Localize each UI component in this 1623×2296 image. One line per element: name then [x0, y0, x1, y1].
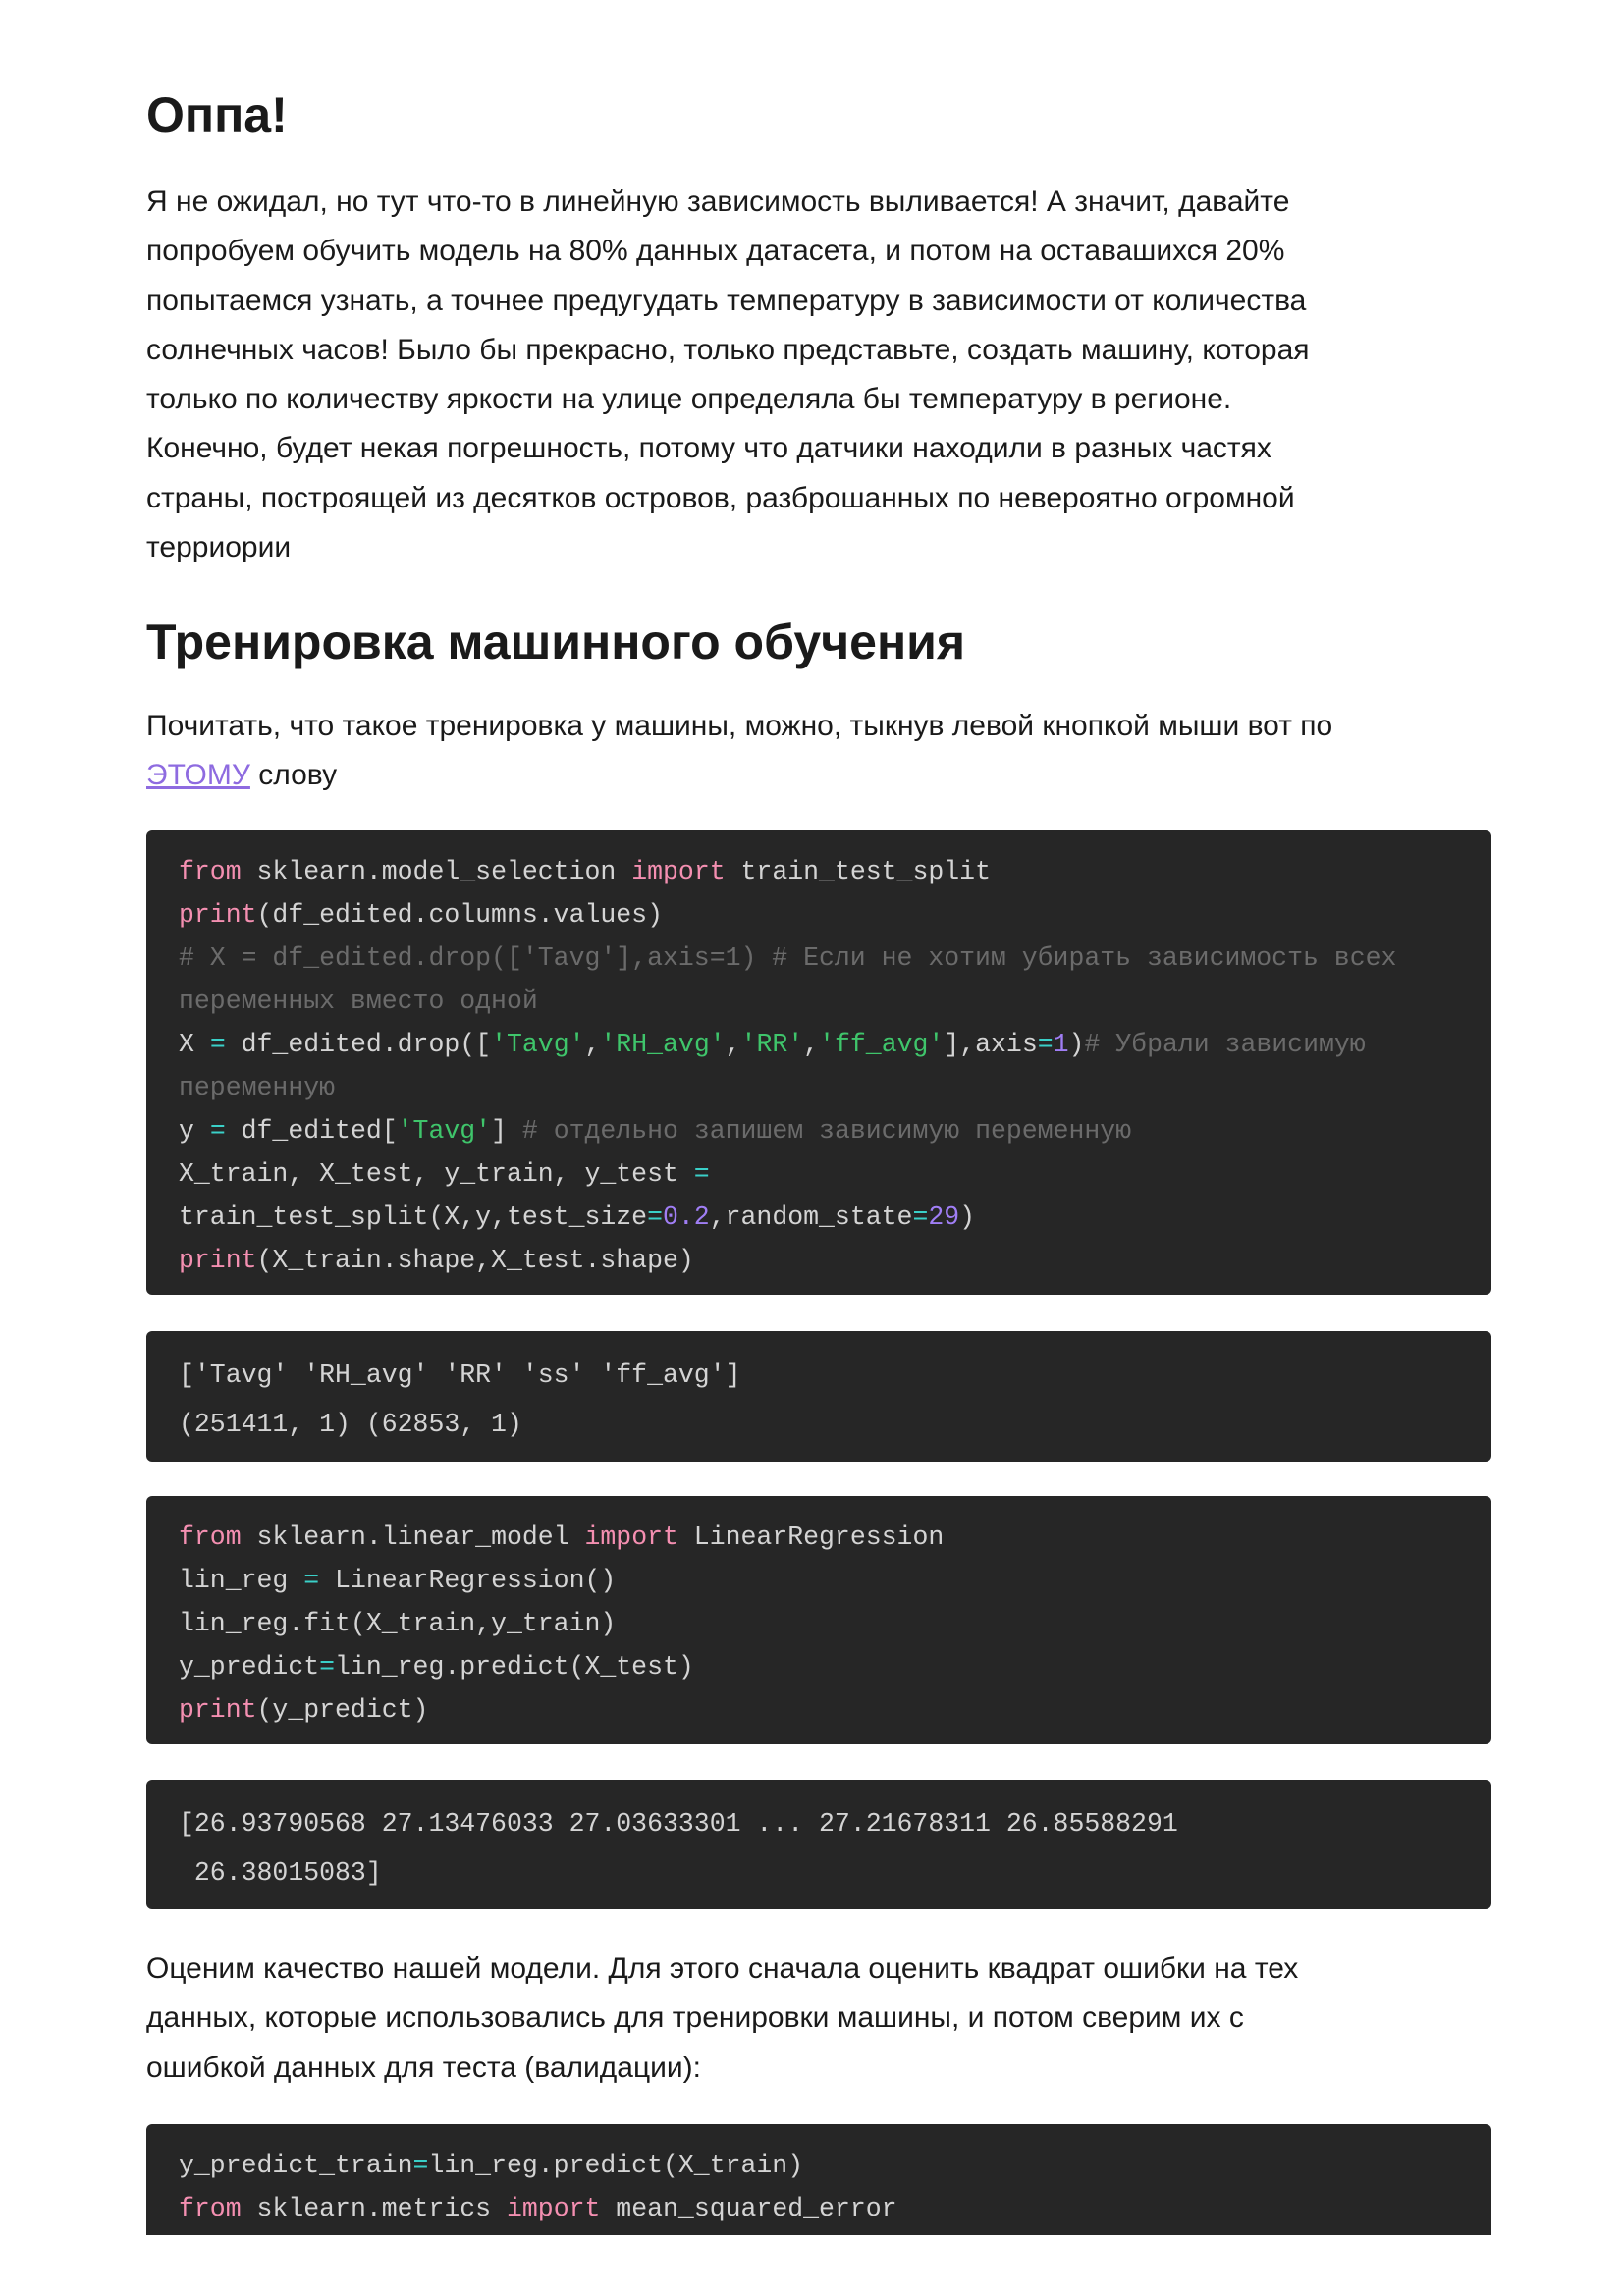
- code-line: [179, 850, 1459, 893]
- code-token: y_predict: [179, 1652, 320, 1682]
- code-token: print: [179, 1695, 257, 1725]
- code-token: X: [179, 1030, 210, 1059]
- code-token: =: [209, 1030, 226, 1059]
- code-token: print: [179, 900, 257, 930]
- code-token: переменных вместо одной: [179, 987, 538, 1016]
- code-token: (251411, 1) (62853, 1): [179, 1410, 522, 1439]
- code-token: ]: [491, 1116, 522, 1146]
- code-line: [179, 2187, 1459, 2230]
- code-token: from: [179, 1522, 242, 1552]
- code-token: lin_reg.fit(X_train,y_train): [179, 1609, 617, 1638]
- training-intro-paragraph: [146, 702, 1491, 801]
- code-block-mse: [146, 2124, 1491, 2235]
- code-token: (X_train.shape,X_test.shape): [256, 1246, 694, 1275]
- code-line: [179, 1645, 1459, 1688]
- code-token: =: [693, 1159, 710, 1189]
- code-token: lin_reg.predict(X_test): [335, 1652, 694, 1682]
- paragraph-line: данных, которые использовались для тренировки машины, и потом сверим их с: [146, 2002, 1244, 2035]
- code-token: from: [179, 2194, 242, 2223]
- code-token: y_predict_train: [179, 2151, 413, 2180]
- code-token: print: [179, 1246, 257, 1275]
- code-block-train-test-split: [146, 830, 1491, 1295]
- code-line: [179, 1239, 1459, 1282]
- code-token: ,: [584, 1030, 601, 1059]
- code-token: 0.2: [662, 1202, 710, 1232]
- code-line: [179, 1109, 1459, 1152]
- code-token: LinearRegression: [677, 1522, 945, 1552]
- code-token: (y_predict): [256, 1695, 429, 1725]
- code-line: [179, 936, 1459, 980]
- code-line: [179, 1066, 1459, 1109]
- code-token: ,: [725, 1030, 741, 1059]
- paragraph-text: слову: [249, 759, 338, 792]
- code-token: import: [631, 857, 726, 886]
- paragraph-line: Я не ожидал, но тут что-то в линейную зависимость выливается! А значит, давайте: [146, 186, 1290, 218]
- code-token: [26.93790568 27.13476033 27.03633301 ... 27.21678311 26.85588291: [179, 1809, 1178, 1839]
- paragraph-line: попытаемся узнать, а точнее предугудать температуру в зависимости от количества: [146, 284, 1307, 317]
- code-line: [179, 1516, 1459, 1559]
- intro-paragraph: [146, 178, 1491, 572]
- evaluation-paragraph: [146, 1945, 1491, 2093]
- code-token: import: [584, 1522, 678, 1552]
- code-token: =: [303, 1566, 320, 1595]
- paragraph-line: Оценим качество нашей модели. Для этого сначала оценить квадрат ошибки на тех: [146, 1952, 1299, 1985]
- code-token: ): [1068, 1030, 1085, 1059]
- code-token: =: [412, 2151, 429, 2180]
- paragraph-line: ошибкой данных для теста (валидации):: [146, 2051, 702, 2084]
- paragraph-line: только по количеству яркости на улице определяла бы температуру в регионе.: [146, 383, 1232, 416]
- code-token: ,random_state: [709, 1202, 913, 1232]
- code-token: (df_edited.columns.values): [256, 900, 663, 930]
- code-token: X_train, X_test, y_train, y_test: [179, 1159, 694, 1189]
- paragraph-line: попробуем обучить модель на 80% данных датасета, и потом на оставашихся 20%: [146, 235, 1285, 268]
- code-token: train_test_split(X,y,test_size: [179, 1202, 648, 1232]
- paragraph-line: солнечных часов! Было бы прекрасно, только представьте, создать машину, которая: [146, 333, 1310, 366]
- code-token: 'Tavg': [397, 1116, 492, 1146]
- code-line: [179, 1848, 1459, 1897]
- code-line: [179, 1196, 1459, 1239]
- code-token: train_test_split: [725, 857, 991, 886]
- code-token: =: [1037, 1030, 1054, 1059]
- code-token: lin_reg: [179, 1566, 304, 1595]
- code-token: df_edited.drop([: [225, 1030, 492, 1059]
- code-token: y: [179, 1116, 210, 1146]
- code-token: =: [912, 1202, 929, 1232]
- code-token: sklearn.linear_model: [241, 1522, 585, 1552]
- code-token: 'Tavg': [491, 1030, 585, 1059]
- code-token: ],axis: [944, 1030, 1038, 1059]
- code-token: 26.38015083]: [179, 1858, 382, 1888]
- code-token: 'RR': [740, 1030, 804, 1059]
- code-token: =: [319, 1652, 336, 1682]
- code-token: # Убрали зависимую: [1084, 1030, 1366, 1059]
- code-line: [179, 1799, 1459, 1848]
- code-token: from: [179, 857, 242, 886]
- code-token: import: [506, 2194, 601, 2223]
- code-line: [179, 1023, 1459, 1066]
- code-token: ['Tavg' 'RH_avg' 'RR' 'ss' 'ff_avg']: [179, 1361, 741, 1390]
- code-line: [179, 893, 1459, 936]
- output-block-predictions: [146, 1780, 1491, 1909]
- code-token: sklearn.metrics: [241, 2194, 507, 2223]
- paragraph-line: Почитать, что такое тренировка у машины, можно, тыкнув левой кнопкой мыши вот по: [146, 710, 1333, 742]
- code-token: =: [647, 1202, 663, 1232]
- output-block-shapes: [146, 1331, 1491, 1462]
- code-line: [179, 1559, 1459, 1602]
- code-line: [179, 2144, 1459, 2187]
- heading-ml-training: Тренировка машинного обучения: [146, 614, 966, 669]
- heading-oppa: Оппа!: [146, 87, 288, 142]
- code-token: 'RH_avg': [600, 1030, 726, 1059]
- code-line: [179, 1400, 1459, 1449]
- code-line: [179, 1152, 1459, 1196]
- code-token: mean_squared_error: [600, 2194, 897, 2223]
- code-token: 29: [928, 1202, 960, 1232]
- code-token: sklearn.model_selection: [241, 857, 632, 886]
- paragraph-line: страны, построящей из десятков островов, разброшанных по невероятно огромной: [146, 481, 1295, 514]
- code-block-linear-regression: [146, 1496, 1491, 1744]
- paragraph-line: [146, 751, 1491, 800]
- code-token: df_edited[: [225, 1116, 398, 1146]
- code-line: [179, 1602, 1459, 1645]
- code-token: LinearRegression(): [319, 1566, 617, 1595]
- paragraph-line: терриории: [146, 531, 292, 564]
- code-line: [179, 1688, 1459, 1732]
- code-token: # отдельно запишем зависимую переменную: [521, 1116, 1132, 1146]
- code-token: ): [959, 1202, 976, 1232]
- code-line: [179, 1351, 1459, 1400]
- code-token: переменную: [179, 1073, 336, 1102]
- code-token: lin_reg.predict(X_train): [428, 2151, 804, 2180]
- training-link[interactable]: ЭТОМУ: [146, 759, 250, 792]
- code-line: [179, 980, 1459, 1023]
- paragraph-line: Конечно, будет некая погрешность, потому что датчики находили в разных частях: [146, 432, 1271, 465]
- code-token: ,: [803, 1030, 820, 1059]
- code-token: =: [209, 1116, 226, 1146]
- code-token: 1: [1053, 1030, 1069, 1059]
- code-token: 'ff_avg': [819, 1030, 945, 1059]
- code-token: # X = df_edited.drop(['Tavg'],axis=1) # Если не хотим убирать зависимость всех: [179, 943, 1397, 973]
